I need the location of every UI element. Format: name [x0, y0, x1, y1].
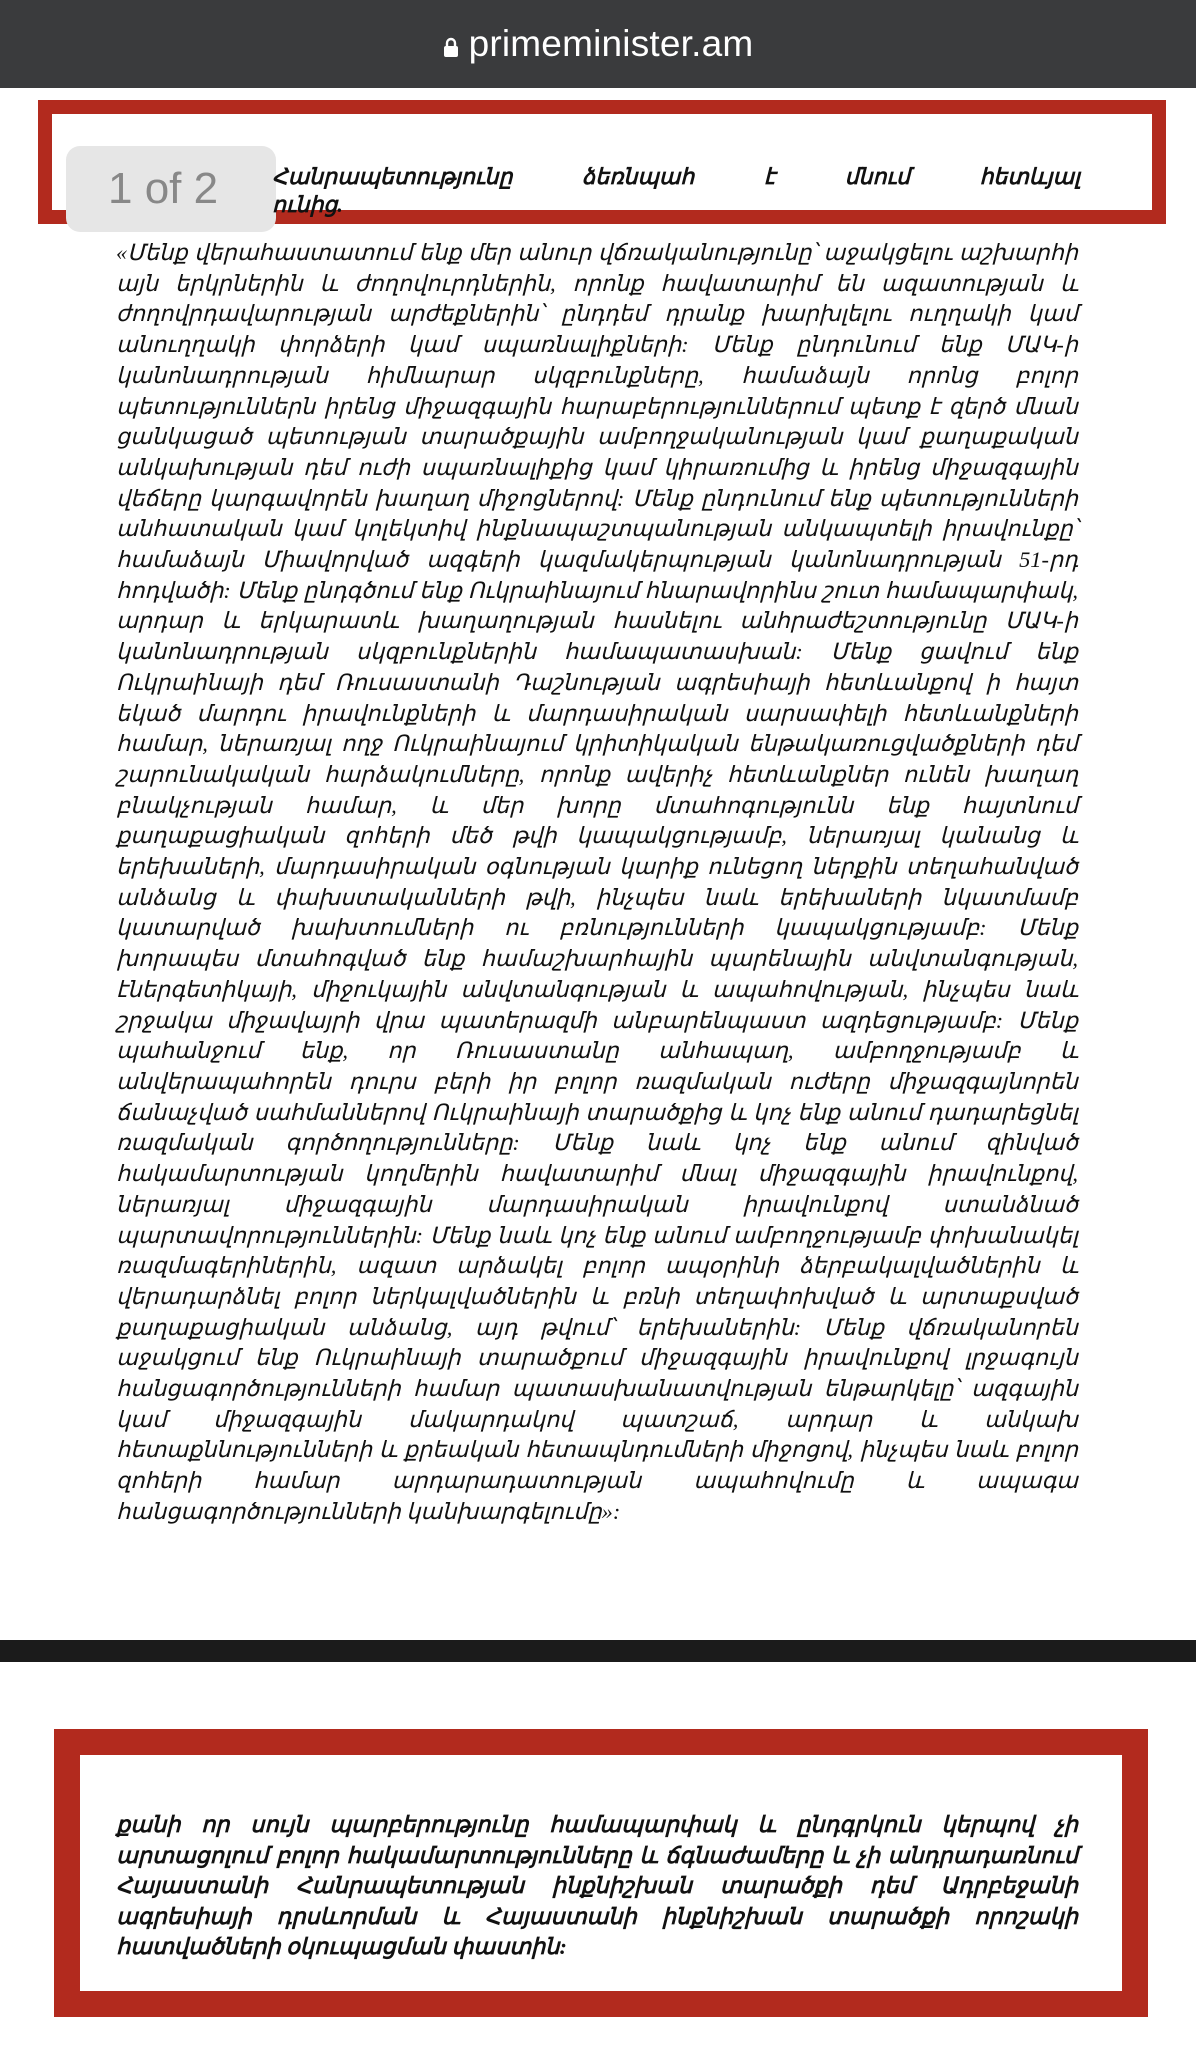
page-indicator [66, 146, 276, 232]
second-page-paragraph: քանի որ սույն պարբերությունը համապարփակ և ընդգրկուն կերպով չի արտացոլում բոլոր հակամարտությունները և ճգնաժամերը և չի անդրադառնում Հայաստանի Հանրապետության ինքնիշխան տարածքի դեմ Ադրբեջանի ագրեսիայի դրսևորման և Հայաստանի ինքնիշխան տարածքի որոշակի հատվածների օկուպացման փաստին: [116, 1812, 1078, 1959]
browser-address-bar[interactable] [0, 0, 1196, 88]
lock-icon [443, 37, 459, 57]
url-domain[interactable]: primeminister.am [468, 23, 754, 64]
document-heading-line: Հանրապետությունը ձեռնպահ է մնում հետևյալ [272, 164, 1080, 189]
page-divider [0, 1640, 1196, 1662]
document-body-paragraph: «Մենք վերահաստատում ենք մեր անուր վճռականությունը՝ աջակցելու աշխարհի այն երկրներին և ժողովուրդներին, որոնք հավատարիմ են ազատության և ժողովրդավարության արժեքներին՝ ընդդեմ դրանք խարխլելու ուղղակի կամ անուղղակի փորձերի կամ սպառնալիքների: Մենք ընդունում ենք ՄԱԿ-ի կանոնադրության հիմնարար սկզբունքները, համաձայն որոնց բոլոր պետություններն իրենց միջազգային հարաբերություններում պետք է զերծ մնան ցանկացած պետության տարածքային ամբողջականության կամ քաղաքական անկախության դեմ ուժի սպառնալիքից կամ կիրառումից և իրենց միջազգային վեճերը կարգավորեն խաղաղ միջոցներով: Մենք ընդունում ենք պետությունների անհատական կամ կոլեկտիվ ինքնապաշտպանության անկապտելի իրավունքը՝ համաձայն Միավորված ազգերի կազմակերպության կանոնադրության 51-րդ հոդվածի: Մենք ընդգծում ենք Ուկրաինայում հնարավորինս շուտ համապարփակ, արդար և երկարատև խաղաղության հասնելու անհրաժեշտությունը ՄԱԿ-ի կանոնադրության սկզբունքներին համապատասխան: Մենք ցավում ենք Ուկրաինայի դեմ Ռուսաստանի Դաշնության ագրեսիայի հետևանքով ի հայտ եկած մարդու իրավունքների և մարդասիրական սարսափելի հետևանքների համար, ներառյալ ողջ Ուկրաինայում կրիտիկական ենթակառուցվածքների դեմ շարունակական հարձակումները, որոնք ավերիչ հետևանքներ ունեն խաղաղ բնակչության համար, և մեր խորը մտահոգությունն ենք հայտնում քաղաքացիական զոհերի մեծ թվի կապակցությամբ, ներառյալ կանանց և երեխաների, մարդասիրական օգնության կարիք ունեցող ներքին տեղահանված անձանց և փախստականների թվի, ինչպես նաև երեխաների նկատմամբ կատարված խախտումների ու բռնությունների կապակցությամբ: Մենք խորապես մտահոգված ենք համաշխարհային պարենային անվտանգության, էներգետիկայի, միջուկային անվտանգության և ապահովության, ինչպես նաև շրջակա միջավայրի վրա պատերազմի անբարենպաստ ազդեցությամբ: Մենք պահանջում ենք, որ Ռուսաստանը անհապաղ, ամբողջությամբ և անվերապահորեն դուրս բերի իր բոլոր ռազմական ուժերը միջազգայնորեն ճանաչված սահմաններով Ուկրաինայի տարածքից և կոչ ենք անում դադարեցնել ռազմական գործողությունները: Մենք նաև կոչ ենք անում զինված հակամարտության կողմերին հավատարիմ մնալ միջազգային իրավունքով, ներառյալ միջազգային մարդասիրական իրավունքով ստանձնած պարտավորություններին: Մենք նաև կոչ ենք անում ամբողջությամբ փոխանակել ռազմագերիներին, ազատ արձակել բոլոր ապօրինի ձերբակալվածներին և վերադարձնել բոլոր ներկալվածներին և բռնի տեղափոխված և արտաքսված քաղաքացիական անձանց, այդ թվում՝ երեխաներին: Մենք վճռականորեն աջակցում ենք Ուկրաինայի տարածքում միջազգային իրավունքով լրջագույն հանցագործությունների համար պատասխանատվության ենթարկելը՝ ազգային կամ միջազգային մակարդակով պատշաճ, արդար և անկախ հետաքննությունների և քրեական հետապնդումների միջոցով, ինչպես նաև բոլոր զոհերի համար արդարադատության ապահովումը և ապագա հանցագործությունների կանխարգելումը»: [116, 240, 1078, 1524]
document-heading-continuation: ունից. [272, 192, 343, 217]
page-indicator-label: 1 of 2 [108, 164, 219, 213]
